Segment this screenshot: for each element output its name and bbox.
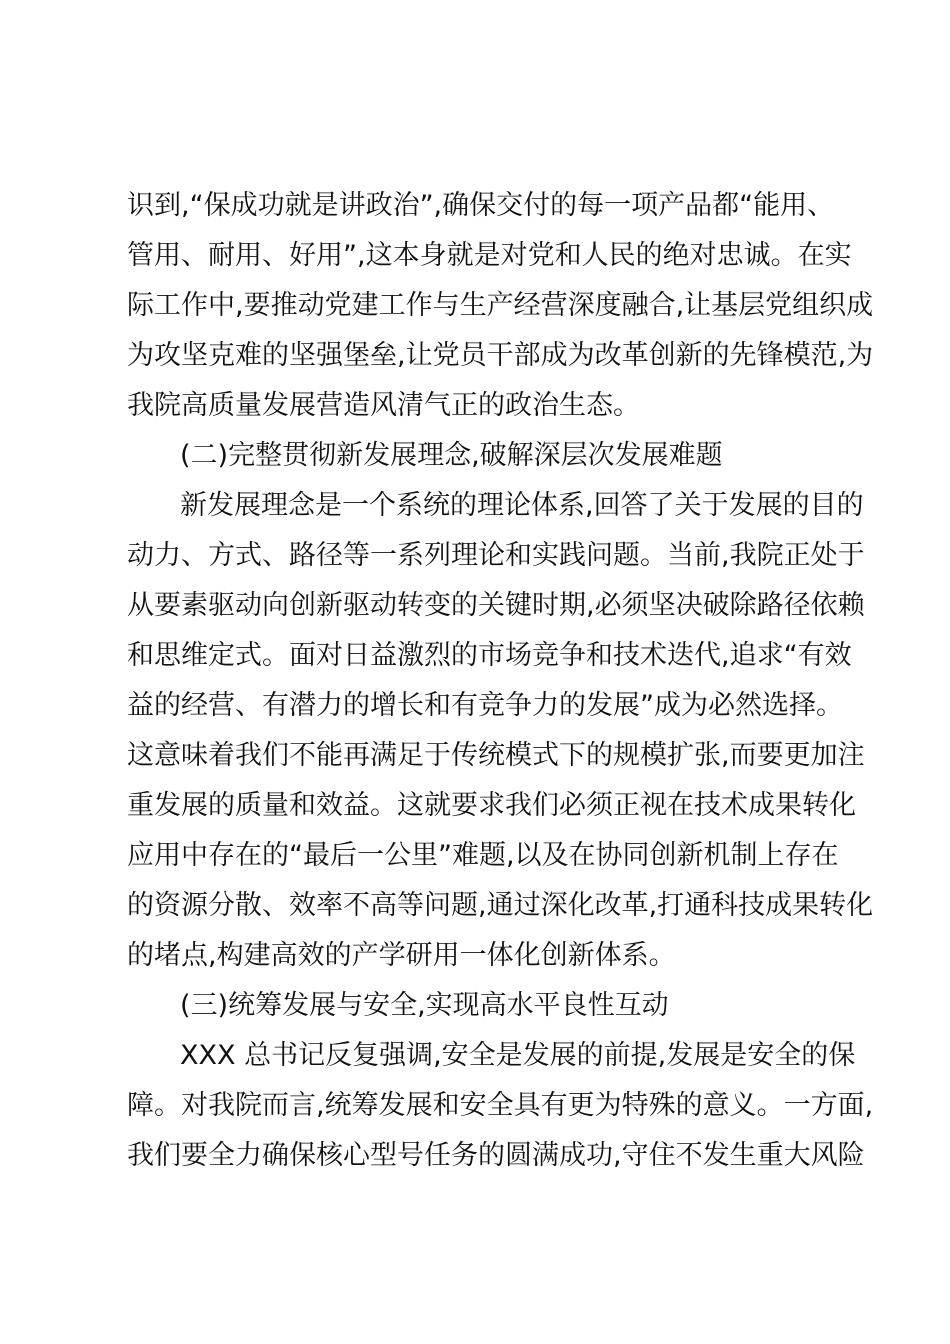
paragraph-line: 的堵点,构建高效的产学研用一体化创新体系。	[127, 940, 676, 971]
paragraph-line: 和思维定式。面对日益激烈的市场竞争和技术迭代,追求“有效	[127, 640, 852, 671]
paragraph-line: 重发展的质量和效益。这就要求我们必须正视在技术成果转化	[127, 790, 856, 821]
paragraph-line: 管用、耐用、好用”,这本身就是对党和人民的绝对忠诚。在实	[127, 240, 852, 271]
paragraph-line: 识到,“保成功就是讲政治”,确保交付的每一项产品都“能用、	[127, 190, 835, 221]
section-heading: (三)统筹发展与安全,实现高水平良性互动	[180, 990, 669, 1021]
paragraph-line: 障。对我院而言,统筹发展和安全具有更为特殊的意义。一方面,	[127, 1090, 874, 1121]
paragraph-line: 益的经营、有潜力的增长和有竞争力的发展”成为必然选择。	[127, 690, 843, 721]
paragraph-line: 我院高质量发展营造风清气正的政治生态。	[127, 390, 640, 421]
paragraph-line: 的资源分散、效率不高等问题,通过深化改革,打通科技成果转化	[127, 890, 874, 921]
paragraph-line: 从要素驱动向创新驱动转变的关键时期,必须坚决破除路径依赖	[127, 590, 865, 621]
paragraph-line: 为攻坚克难的坚强堡垒,让党员干部成为改革创新的先锋模范,为	[127, 340, 874, 371]
paragraph-line: 新发展理念是一个系统的理论体系,回答了关于发展的目的	[180, 490, 864, 521]
paragraph-line: 际工作中,要推动党建工作与生产经营深度融合,让基层党组织成	[127, 290, 874, 321]
paragraph-line: 这意味着我们不能再满足于传统模式下的规模扩张,而要更加注	[127, 740, 865, 771]
paragraph-line: XXX 总书记反复强调,安全是发展的前提,发展是安全的保	[180, 1040, 856, 1071]
paragraph-line: 动力、方式、路径等一系列理论和实践问题。当前,我院正处于	[127, 540, 865, 571]
paragraph-line: 应用中存在的“最后一公里”难题,以及在协同创新机制上存在	[127, 840, 839, 871]
paragraph-line: 我们要全力确保核心型号任务的圆满成功,守住不发生重大风险	[127, 1140, 865, 1171]
section-heading: (二)完整贯彻新发展理念,破解深层次发展难题	[180, 440, 723, 471]
